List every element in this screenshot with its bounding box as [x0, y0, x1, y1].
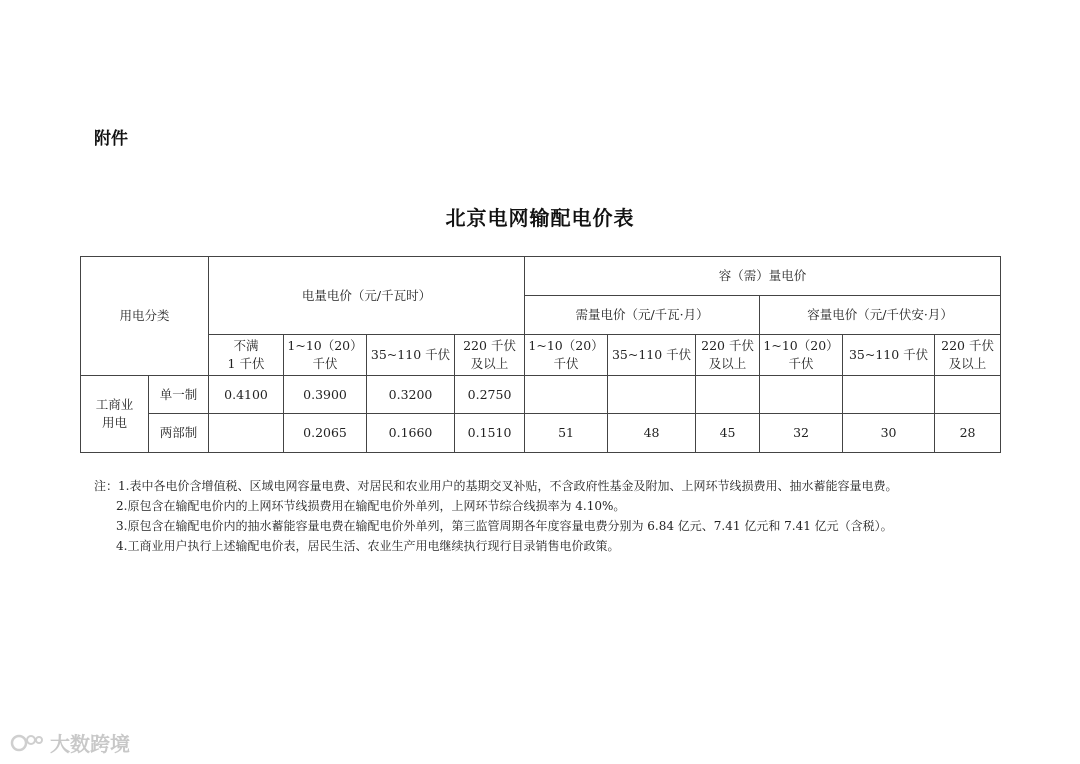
capacity-level-header: 220 千伏 及以上: [935, 335, 1001, 376]
capacity-price-cell: 32: [760, 414, 843, 453]
demand-price-cell: 51: [525, 414, 608, 453]
note-2: 2.原包含在输配电价内的上网环节线损费用在输配电价外单列，上网环节综合线损率为 4.10%。: [116, 499, 626, 513]
capacity-level-header: 1~10（20） 千伏: [760, 335, 843, 376]
demand-price-cell: [608, 376, 696, 414]
attachment-label: 附件: [94, 129, 128, 149]
capacity-price-cell: 28: [935, 414, 1001, 453]
energy-price-cell: 0.1660: [367, 414, 455, 453]
demand-price-cell: [696, 376, 760, 414]
capacity-price-cell: [760, 376, 843, 414]
energy-price-cell: 0.2065: [284, 414, 367, 453]
energy-price-header: 电量电价（元/千瓦时）: [209, 257, 525, 335]
energy-price-cell: 0.2750: [455, 376, 525, 414]
watermark: [10, 728, 130, 757]
capacity-level-header: 35~110 千伏: [843, 335, 935, 376]
capacity-price-cell: [935, 376, 1001, 414]
demand-price-header: 需量电价（元/千瓦·月）: [525, 296, 760, 335]
notes: [94, 476, 897, 556]
demand-price-cell: [525, 376, 608, 414]
tariff-table: [80, 256, 1001, 453]
system-cell: 单一制: [149, 376, 209, 414]
user-type-cell: 工商业 用电: [81, 376, 149, 453]
energy-level-header: 35~110 千伏: [367, 335, 455, 376]
watermark-logo-icon: [10, 732, 44, 754]
note-4: 4.工商业用户执行上述输配电价表，居民生活、农业生产用电继续执行现行目录销售电价政策。: [116, 539, 620, 553]
energy-price-cell: 0.4100: [209, 376, 284, 414]
demand-level-header: 35~110 千伏: [608, 335, 696, 376]
demand-price-cell: 48: [608, 414, 696, 453]
category-header: 用电分类: [81, 257, 209, 376]
capacity-group-header: 容（需）量电价: [525, 257, 1001, 296]
energy-level-header: 不满 1 千伏: [209, 335, 284, 376]
energy-level-header: 1~10（20） 千伏: [284, 335, 367, 376]
capacity-price-cell: [843, 376, 935, 414]
energy-price-cell: 0.3900: [284, 376, 367, 414]
page-title: 北京电网输配电价表: [445, 206, 635, 230]
demand-price-cell: 45: [696, 414, 760, 453]
energy-level-header: 220 千伏 及以上: [455, 335, 525, 376]
energy-price-cell: 0.1510: [455, 414, 525, 453]
capacity-price-header: 容量电价（元/千伏安·月）: [760, 296, 1001, 335]
note-1: 注：1.表中各电价含增值税、区域电网容量电费、对居民和农业用户的基期交叉补贴，不含政府性基金及附加、上网环节线损费用、抽水蓄能容量电费。: [94, 479, 898, 493]
demand-level-header: 1~10（20） 千伏: [525, 335, 608, 376]
system-cell: 两部制: [149, 414, 209, 453]
demand-level-header: 220 千伏 及以上: [696, 335, 760, 376]
note-3: 3.原包含在输配电价内的抽水蓄能容量电费在输配电价外单列，第三监管周期各年度容量电费分别为 6.84 亿元、7.41 亿元和 7.41 亿元（含税）。: [116, 519, 893, 533]
energy-price-cell: [209, 414, 284, 453]
capacity-price-cell: 30: [843, 414, 935, 453]
energy-price-cell: 0.3200: [367, 376, 455, 414]
watermark-text: 大数跨境: [50, 732, 130, 756]
